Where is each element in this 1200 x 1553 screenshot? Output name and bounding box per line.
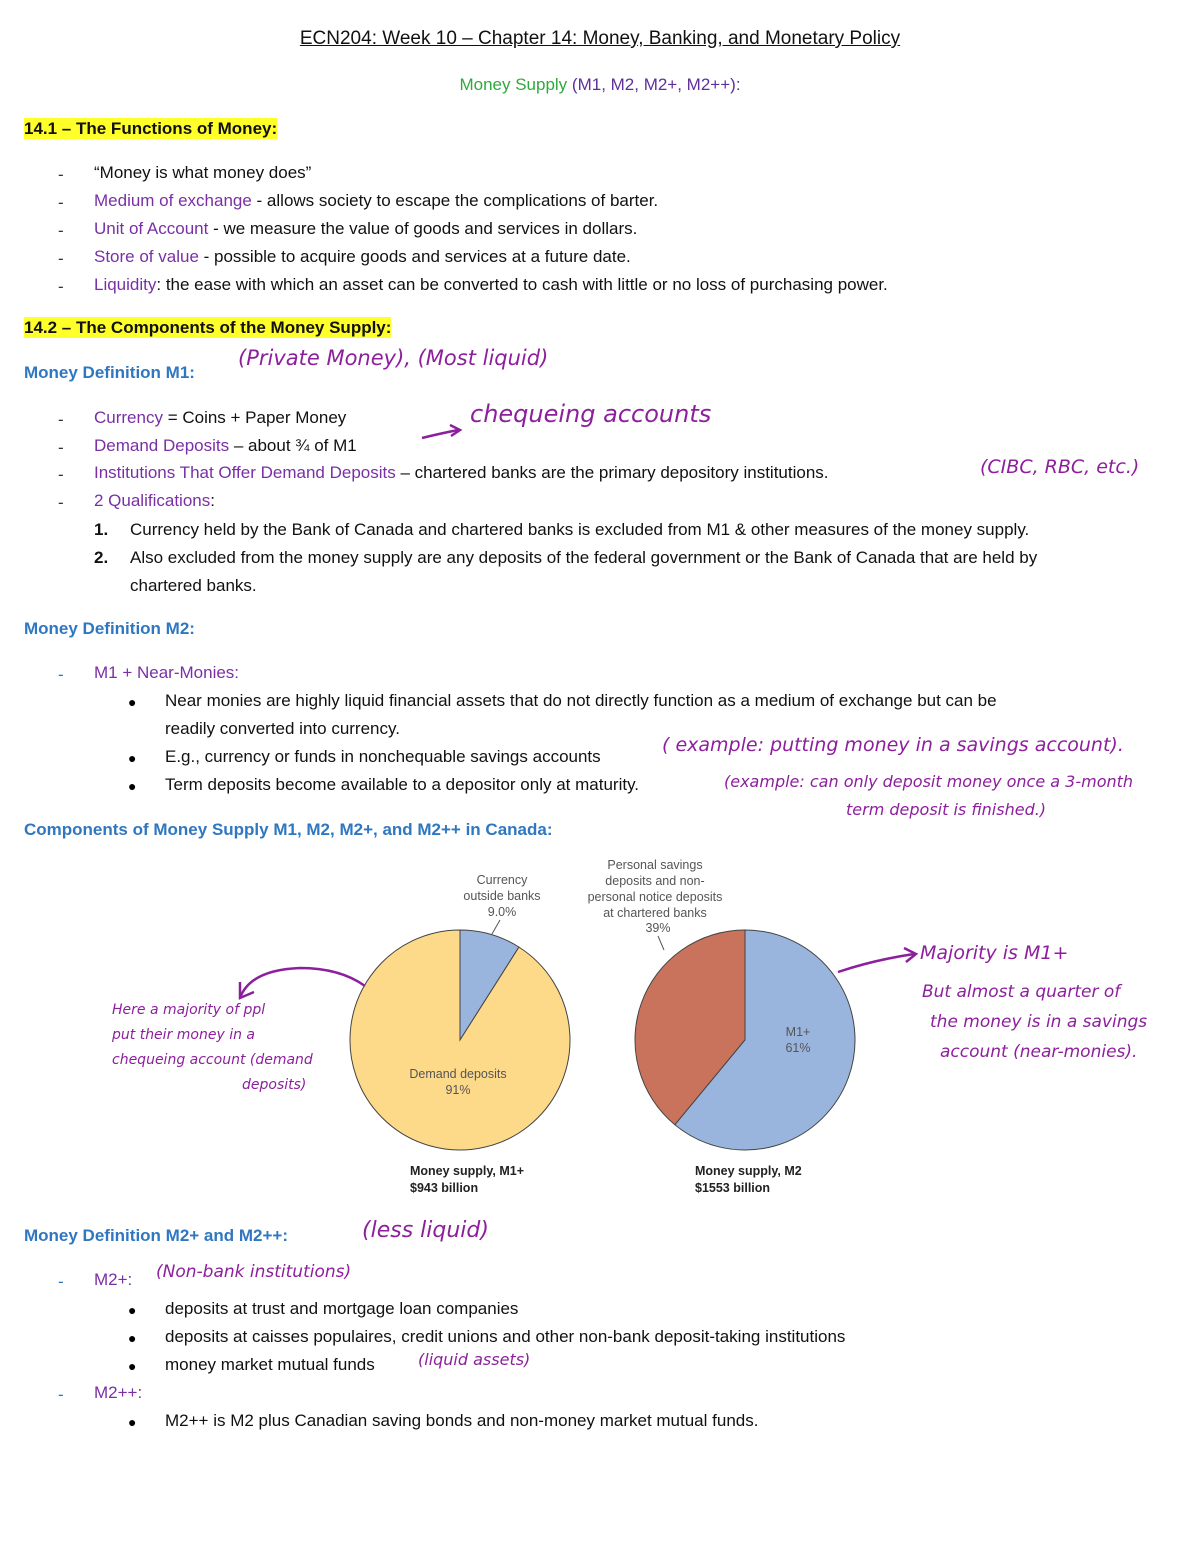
list-item: money market mutual funds bbox=[165, 1355, 375, 1374]
list-item: Currency = Coins + Paper Money bbox=[94, 408, 347, 427]
m2-heading: Money Definition M2: bbox=[24, 619, 195, 638]
handwritten-note-liquid-assets: (liquid assets) bbox=[418, 1350, 531, 1369]
list-number: 2. bbox=[94, 548, 109, 567]
dash-marker: - bbox=[58, 1385, 64, 1404]
list-item: Near monies are highly liquid financial assets that do not directly function as a medium of exchange but can be bbox=[165, 691, 997, 710]
dash-marker: - bbox=[58, 249, 64, 268]
bullet-icon: ● bbox=[128, 778, 137, 794]
handwritten-note-banks: (CIBC, RBC, etc.) bbox=[980, 456, 1140, 478]
slice-label: outside banks bbox=[463, 889, 541, 903]
handwritten-note-term-1: (example: can only deposit money once a 3-month bbox=[724, 772, 1134, 791]
handwritten-note-term-2: term deposit is finished.) bbox=[846, 800, 1047, 819]
list-item: E.g., currency or funds in nonchequable savings accounts bbox=[165, 747, 601, 766]
slice-label: M1+ bbox=[785, 1025, 811, 1039]
handwritten-note-left bbox=[112, 998, 313, 1098]
list-item: M2++ is M2 plus Canadian saving bonds and non-money market mutual funds. bbox=[165, 1411, 759, 1430]
list-item: Term deposits become available to a depositor only at maturity. bbox=[165, 775, 640, 794]
slice-label: 39% bbox=[645, 921, 671, 935]
section-14-1-heading: 14.1 – The Functions of Money: bbox=[24, 119, 278, 138]
handwritten-note-nonbank: (Non-bank institutions) bbox=[156, 1262, 352, 1282]
list-item: Also excluded from the money supply are any deposits of the federal government or the Bank of Canada that are held by bbox=[130, 548, 1038, 567]
slice-label: deposits and non- bbox=[605, 874, 705, 888]
list-number: 1. bbox=[94, 520, 109, 539]
slice-label: Demand deposits bbox=[409, 1067, 507, 1081]
slice-label: Currency bbox=[476, 873, 528, 887]
dash-marker: - bbox=[58, 277, 64, 296]
handwritten-note-quarter: the money is in a savings bbox=[930, 1012, 1148, 1032]
bullet-icon: ● bbox=[128, 1330, 137, 1346]
list-item: Medium of exchange - allows society to escape the complications of barter. bbox=[94, 191, 659, 210]
chart-caption: Money supply, M2 bbox=[695, 1164, 802, 1178]
handwritten-note-savings: ( example: putting money in a savings account). bbox=[662, 734, 1124, 756]
list-item: 2 Qualifications: bbox=[94, 491, 215, 510]
note-line: deposits) bbox=[242, 1077, 307, 1093]
handwritten-note-quarter: account (near-monies). bbox=[940, 1042, 1138, 1062]
note-line: chequeing account (demand bbox=[112, 1052, 313, 1068]
list-item: M2++: bbox=[94, 1383, 143, 1402]
chart-caption: $1553 billion bbox=[695, 1181, 771, 1195]
list-item: Institutions That Offer Demand Deposits – chartered banks are the primary depository institutions. bbox=[94, 463, 829, 482]
list-item: chartered banks. bbox=[130, 576, 257, 595]
slice-label: at chartered banks bbox=[603, 906, 707, 920]
label-leader-line bbox=[492, 920, 500, 934]
slice-label: Personal savings bbox=[607, 858, 703, 872]
dash-marker: - bbox=[58, 665, 64, 684]
handwritten-note-quarter: But almost a quarter of bbox=[922, 982, 1121, 1002]
list-item: Demand Deposits – about ¾ of M1 bbox=[94, 436, 357, 455]
list-item: “Money is what money does” bbox=[94, 163, 312, 182]
components-heading: Components of Money Supply M1, M2, M2+, and M2++ in Canada: bbox=[24, 820, 553, 839]
note-line: put their money in a bbox=[112, 1027, 255, 1043]
arrow-icon bbox=[418, 420, 468, 444]
dash-marker: - bbox=[58, 438, 64, 457]
bullet-icon: ● bbox=[128, 1414, 137, 1430]
handwritten-note-m1: (Private Money), (Most liquid) bbox=[238, 346, 549, 370]
list-item: readily converted into currency. bbox=[165, 719, 400, 738]
list-item: Unit of Account - we measure the value of goods and services in dollars. bbox=[94, 219, 638, 238]
dash-marker: - bbox=[58, 193, 64, 212]
dash-marker: - bbox=[58, 465, 64, 484]
slice-label: 91% bbox=[445, 1083, 471, 1097]
list-item: deposits at caisses populaires, credit unions and other non-bank deposit-taking institutions bbox=[165, 1327, 846, 1346]
list-item: Currency held by the Bank of Canada and chartered banks is excluded from M1 & other measures of the money supply. bbox=[130, 520, 1030, 539]
chart-caption: Money supply, M1+ bbox=[410, 1164, 525, 1178]
list-item: deposits at trust and mortgage loan companies bbox=[165, 1299, 519, 1318]
page-subtitle bbox=[0, 75, 1200, 95]
section-14-2-heading: 14.2 – The Components of the Money Supply: bbox=[24, 318, 392, 337]
slice-label: personal notice deposits bbox=[587, 890, 723, 904]
handwritten-note-chequeing: chequeing accounts bbox=[470, 400, 712, 428]
slice-label: 9.0% bbox=[487, 905, 517, 919]
arrow-icon bbox=[834, 944, 924, 978]
dash-marker: - bbox=[58, 410, 64, 429]
label-leader-line bbox=[658, 936, 664, 950]
pie-charts bbox=[340, 850, 880, 1200]
handwritten-note-majority: Majority is M1+ bbox=[920, 942, 1069, 964]
page-title: ECN204: Week 10 – Chapter 14: Money, Banking, and Monetary Policy bbox=[299, 28, 901, 49]
slice-label: 61% bbox=[785, 1041, 811, 1055]
arrow-icon bbox=[230, 958, 380, 1008]
dash-marker: - bbox=[58, 493, 64, 512]
list-item: M2+: bbox=[94, 1270, 133, 1289]
dash-marker: - bbox=[58, 221, 64, 240]
subtitle-money-supply: Money Supply bbox=[459, 75, 568, 94]
subtitle-rest: (M1, M2, M2+, M2++): bbox=[567, 75, 741, 94]
dash-marker: - bbox=[58, 1272, 64, 1291]
list-item: M1 + Near-Monies: bbox=[94, 663, 240, 682]
bullet-icon: ● bbox=[128, 1358, 137, 1374]
bullet-icon: ● bbox=[128, 1302, 137, 1318]
m2plus-heading: Money Definition M2+ and M2++: bbox=[24, 1226, 289, 1245]
pie-slice bbox=[350, 930, 570, 1150]
note-line: Here a majority of ppl bbox=[112, 1002, 266, 1018]
dash-marker: - bbox=[58, 165, 64, 184]
bullet-icon: ● bbox=[128, 750, 137, 766]
chart-caption: $943 billion bbox=[410, 1181, 479, 1195]
m1-heading: Money Definition M1: bbox=[24, 363, 195, 382]
list-item: Liquidity: the ease with which an asset can be converted to cash with little or no loss of purchasing power. bbox=[94, 275, 888, 294]
bullet-icon: ● bbox=[128, 694, 137, 710]
handwritten-note-less-liquid: (less liquid) bbox=[362, 1218, 489, 1243]
list-item: Store of value - possible to acquire goods and services at a future date. bbox=[94, 247, 631, 266]
